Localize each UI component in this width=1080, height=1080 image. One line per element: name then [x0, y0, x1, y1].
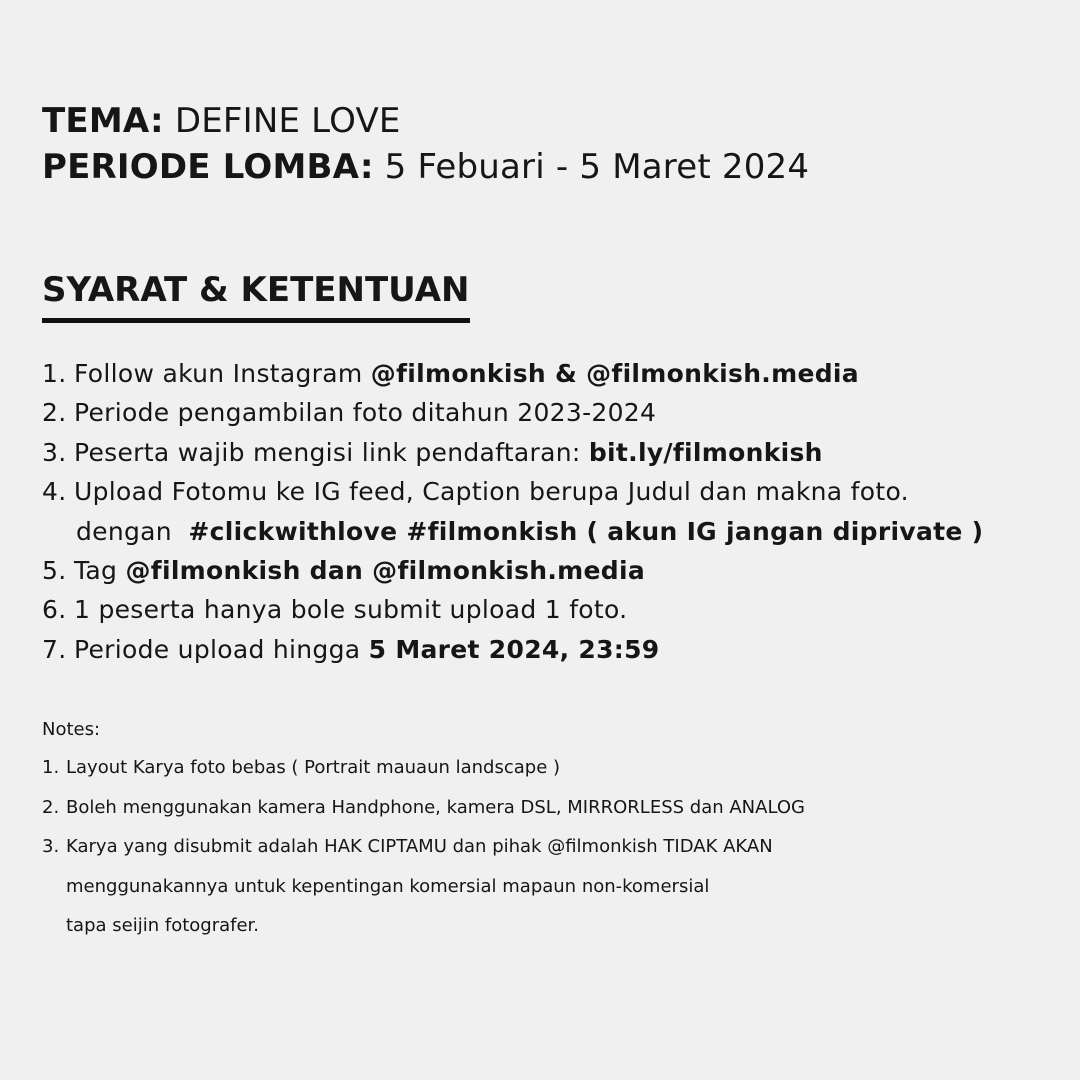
note-item-continuation: [42, 867, 1052, 907]
list-item: [42, 354, 1052, 393]
notes-title: Notes:: [42, 719, 101, 740]
terms-heading: SYARAT & KETENTUAN: [42, 268, 470, 323]
instagram-handles: @filmonkish & @filmonkish.media: [370, 359, 859, 388]
item-number: 2.: [42, 398, 67, 428]
contest-header: [42, 98, 809, 190]
list-item: [42, 590, 1052, 629]
item-text: dengan: [76, 516, 189, 546]
item-number: 4.: [42, 477, 67, 507]
note-text: Karya yang disubmit adalah HAK CIPTAMU dan pihak @filmonkish TIDAK AKAN: [66, 836, 773, 857]
registration-link[interactable]: bit.ly/filmonkish: [588, 437, 823, 467]
item-number: 6.: [42, 595, 67, 625]
item-text: Upload Fotomu ke IG feed, Caption berupa Judul dan makna foto.: [74, 477, 909, 507]
hashtags: #clickwithlove #filmonkish ( akun IG jangan diprivate ): [188, 516, 984, 546]
note-item: [42, 748, 1052, 788]
note-text: Layout Karya foto bebas ( Portrait mauaun landscape ): [66, 757, 561, 778]
theme-line: [42, 98, 809, 144]
item-text: Peserta wajib mengisi link pendaftaran:: [74, 437, 589, 467]
theme-label: TEMA:: [42, 101, 164, 141]
period-label: PERIODE LOMBA:: [42, 147, 374, 187]
note-text: tapa seijin fotografer.: [66, 915, 260, 936]
list-item: [42, 630, 1052, 669]
item-number: 3.: [42, 437, 67, 467]
item-number: 1.: [42, 359, 67, 388]
item-text: Periode pengambilan foto ditahun 2023-2024: [74, 398, 657, 428]
notes-section: [42, 712, 1052, 946]
item-number: 7.: [42, 634, 67, 664]
item-text: Tag: [74, 556, 126, 586]
note-number: 2.: [42, 796, 60, 818]
note-item: [42, 827, 1052, 867]
item-number: 5.: [42, 556, 67, 586]
note-number: 3.: [42, 836, 60, 857]
note-item-continuation: [42, 906, 1052, 946]
period-line: [42, 144, 809, 190]
tag-handles: @filmonkish dan @filmonkish.media: [125, 556, 645, 586]
theme-value: DEFINE LOVE: [174, 101, 401, 141]
item-text: Follow akun Instagram: [74, 359, 371, 388]
list-item: [42, 393, 1052, 432]
upload-deadline: 5 Maret 2024, 23:59: [368, 634, 660, 664]
note-number: 1.: [42, 757, 60, 778]
note-text: menggunakannya untuk kepentingan komersial mapaun non-komersial: [66, 875, 710, 897]
terms-list: [42, 354, 1052, 669]
list-item: [42, 551, 1052, 590]
list-item: [42, 472, 1052, 511]
note-text: Boleh menggunakan kamera Handphone, kamera DSL, MIRRORLESS dan ANALOG: [66, 796, 805, 818]
item-text: Periode upload hingga: [74, 634, 369, 664]
item-text: 1 peserta hanya bole submit upload 1 foto.: [74, 595, 628, 625]
period-value: 5 Febuari - 5 Maret 2024: [384, 147, 810, 187]
note-item: [42, 788, 1052, 828]
list-item-continuation: [42, 512, 1052, 551]
list-item: [42, 433, 1052, 472]
